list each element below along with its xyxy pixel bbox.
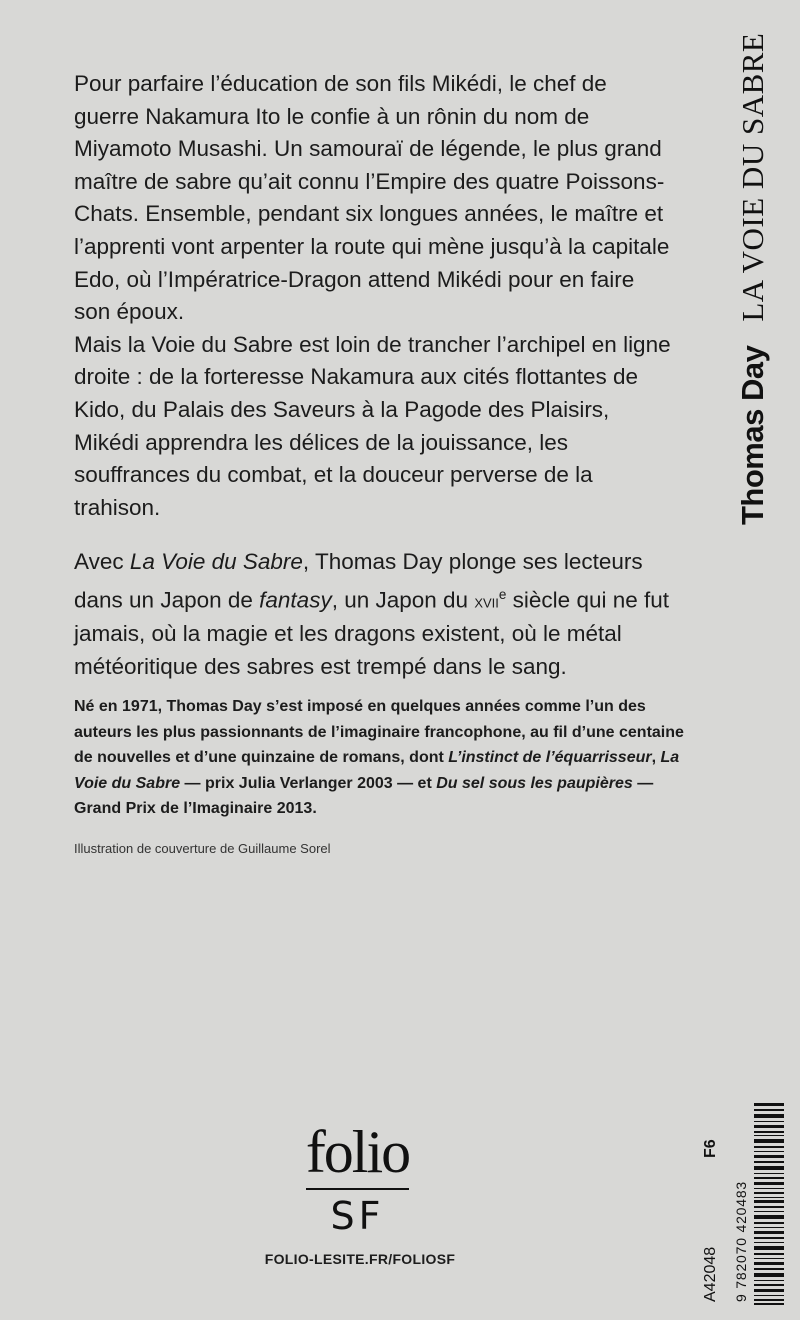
illustration-credit: Illustration de couverture de Guillaume Sorel xyxy=(74,841,331,856)
synopsis xyxy=(74,68,674,683)
website-link[interactable]: FOLIO-LESITE.FR/FOLIOSF xyxy=(264,1251,456,1267)
barcode-price: F6 xyxy=(702,1139,719,1158)
century-superscript: e xyxy=(498,586,507,602)
bio-book-2: La Voie du Sabre xyxy=(74,749,680,792)
synopsis-paragraph-2: Mais la Voie du Sabre est loin de trancher l’archipel en ligne droite : de la forteresse Nakamura aux cités flottantes de Kido, du Palais des Saveurs à la Pagode des Plaisirs, Mikédi apprendra les délices de la jouissance, les souffrances du combat, et la douceur perverse de la trahison. xyxy=(74,331,671,520)
barcode-bars-icon xyxy=(754,1103,784,1305)
spine-text xyxy=(735,33,771,525)
barcode-code: A42048 xyxy=(702,1246,719,1302)
logo-rule xyxy=(306,1188,409,1190)
fantasy-italic: fantasy xyxy=(259,587,332,613)
folio-sf-logo xyxy=(300,1119,415,1238)
author-bio: Né en 1971, Thomas Day s’est imposé en quelques années comme l’un des auteurs les plus passionnants de l’imaginaire francophone, au fil d’une centaine de nouvelles et d’une quinzaine de romans, dont L’instinct de l’équarrisseur, La Voie du Sabre — prix Julia Verlanger 2003 — et Du sel sous les paupières — Grand Prix de l’Imaginaire 2013. xyxy=(74,698,684,817)
spine-author: Thomas Day xyxy=(735,345,770,525)
barcode-isbn: 9 782070 420483 xyxy=(733,1181,749,1302)
spine-title: LA VOIE DU SABRE xyxy=(735,32,770,322)
bio-book-3: Du sel sous les paupières xyxy=(436,774,633,792)
logo-sf: SF xyxy=(330,1194,385,1238)
synopsis-paragraph-1: Pour parfaire l’éducation de son fils Mikédi, le chef de guerre Nakamura Ito le confie à un rônin du nom de Miyamoto Musashi. Un samouraï de légende, le plus grand maître de sabre qu’ait connu l’Empire des quatre Poissons-Chats. Ensemble, pendant six longues années, le maître et l’apprenti vont arpenter la route qui mène jusqu’à la capitale Edo, où l’Impératrice-Dragon attend Mikédi pour en faire son époux. xyxy=(74,71,670,325)
century-numeral: xvii xyxy=(474,591,499,612)
bio-book-1: L’instinct de l’équarrisseur xyxy=(448,749,652,766)
synopsis-paragraph-3: Avec La Voie du Sabre, Thomas Day plonge ses lecteurs dans un Japon de fantasy, un Japon du xvii$^e$ siècle qui ne fut jamais, où la magie et les dragons existent, où le métal météoritique des sabres est trempé dans le sang. xyxy=(74,549,670,679)
logo-folio: folio xyxy=(305,1119,410,1185)
book-title-italic: La Voie du Sabre xyxy=(129,549,303,575)
